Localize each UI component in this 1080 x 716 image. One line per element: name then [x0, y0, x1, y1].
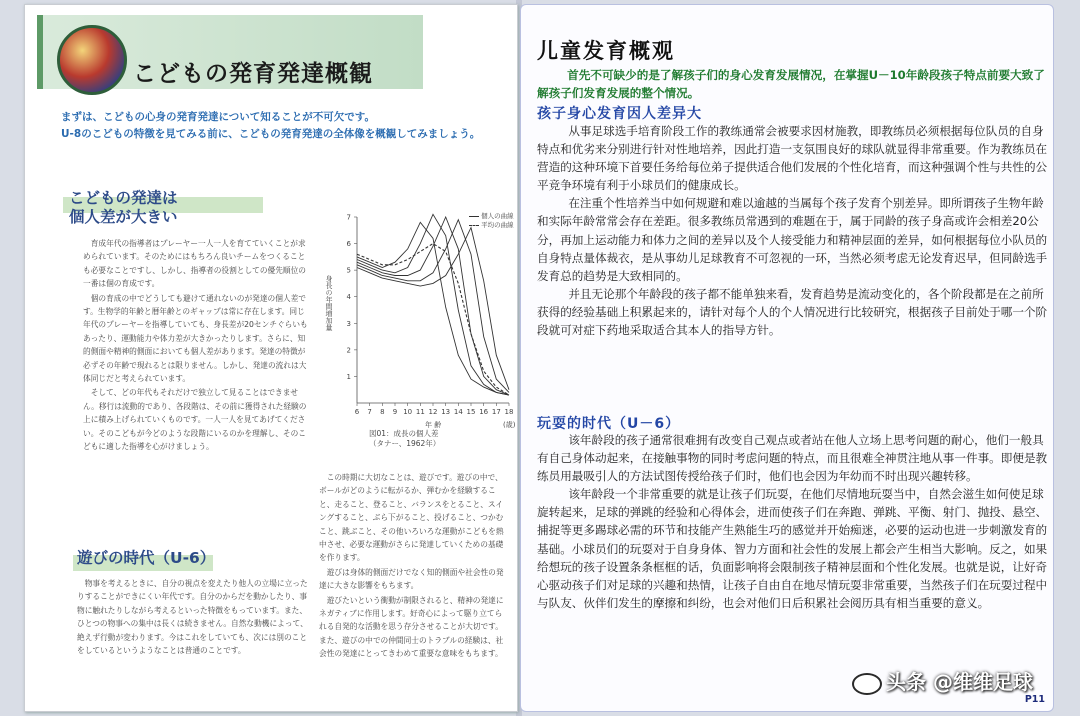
body-section1-cn — [537, 122, 1049, 416]
paragraph: この時期に大切なことは、遊びです。遊びの中で、ボールがどのように転がるか、弾むかを経験すること、走ること、登ること、バランスをとること、スイングすること、ぶら下がること、投げること、つかむこと、跳ぶこと、その他いろいろな運動がこどもを熱中させ、必要な運動がさらに発達していくための基礎を作ります。 — [319, 473, 504, 563]
page-title-cn: 儿童发育概观 — [537, 39, 675, 63]
y-tick-label: 1 — [346, 372, 351, 381]
x-tick-label: 9 — [392, 408, 398, 416]
title-banner — [37, 15, 423, 89]
legend-item: 個人の曲線 — [481, 212, 514, 220]
paragraph: そして、どの年代もそれだけで独立して見ることはできません。移行は流動的であり、各段階は、その前に獲得された経験の上に積み上げられていくものです。一人一人を見てあげてください。そのこどもが今どのような段階にいるのかを理解し、そのこどもに適した指導を心がけましょう。 — [83, 388, 307, 452]
paragraph: 遊びは身体的側面だけでなく知的側面や社会性の発達に大きな影響をもちます。 — [319, 567, 504, 591]
x-axis-unit: (歳) — [503, 421, 516, 429]
chat-bubble-icon — [852, 673, 882, 695]
y-tick-label: 3 — [346, 319, 351, 328]
paragraph: 该年龄段一个非常重要的就是让孩子们玩耍，在他们尽情地玩耍当中，自然会滋生如何使足球旋转起来，足球的弹跳的经验和心得体会，进而使孩子们在奔跑、弹跳、平衡、射门、抛投、悬空、捕捉等更多踢球必需的环节和技能产生熟能生巧的感觉并开始痴迷，必要的运动也进一步刺激发育的基础。小球员们的玩耍对于自身身体、智力方面和社会性的发展上都会产生相当大影响。反之，如果给想玩的孩子设置条条框框的话，负面影响将会限制孩子精神层面和个性化发展。也就是说，让好奇心驱动孩子们对足球的兴趣和热情，让孩子自由自在地尽情玩耍非常重要，当然孩子们在玩耍过程中与队友、伙伴们发生的摩擦和纠纷，也会对他们日后积累社会阅历具有相当重要的意义。 — [537, 487, 1048, 610]
x-tick-label: 13 — [441, 408, 451, 416]
chart-axes — [357, 217, 509, 403]
section2-body-jp — [77, 577, 309, 705]
section3-body-jp — [319, 471, 509, 707]
paragraph: 物事を考えるときに、自分の視点を変えたり他人の立場に立ったりすることができにくい年代です。自分のからだを動かしたり、事物に触れたりしながら考えるといった特徴をもっています。また、ひとつの物事への集中は長くは続きません。自然な動機によって、絶えず行動が変わります。今はこれをしていても、次には別のことをしているというようなことは普通のことです。 — [77, 579, 308, 656]
individual-curve — [357, 228, 509, 390]
section1-title-jp — [69, 189, 178, 227]
lead-text-jp — [61, 109, 513, 143]
x-axis-label: 年 齢 — [425, 421, 442, 429]
section1-title-line: こどもの発達は — [69, 189, 178, 207]
caption-line: 図01：成長の個人差 — [369, 429, 439, 438]
individual-curve — [357, 214, 509, 395]
chart-ticks — [347, 214, 514, 417]
paragraph: 遊びたいという衝動が制限されると、精神の発達にネガティブに作用します。好奇心によって駆り立てられる自発的な活動を思う存分させることが大切です。また、遊びの中での仲間同士のトラブルの経験は、社会性の発達にとってきわめて重要な意味をもちます。 — [319, 595, 504, 659]
caption-line: （タナー、1962年） — [369, 439, 441, 448]
section1-title-line: 個人差が大きい — [69, 208, 178, 226]
paragraph: 从事足球选手培育阶段工作的教练通常会被要求因材施教，即教练员必须根据每位队员的自身特点和优劣来分别进行针对性地培养，因此打造一支氛围良好的球队就显得非常重要。作为教练员在营造的这种环境下首要任务给每位弟子提供适合他们发展的个性化培育，而这种强调个性与共性的公平竞争环境有利于小球员们的健康成长。 — [537, 124, 1048, 193]
page-number: P11 — [1024, 694, 1045, 705]
heading-individual-difference: 孩子身心发育因人差异大 — [537, 106, 702, 122]
paragraph: 该年龄段的孩子通常很难拥有改变自己观点或者站在他人立场上思考问题的耐心，他们一般具有自己身体动起来，在接触事物的同时考虑问题的特点，而且很难全神贯注地从事一件事。即便是教练员用最吸引人的方法试图传授给孩子们时，他们也会因为年幼而不时出现兴趣转移。 — [537, 433, 1048, 484]
left-page — [24, 4, 518, 712]
chart-legend — [469, 211, 514, 229]
y-tick-label: 4 — [346, 293, 351, 302]
watermark — [852, 666, 1033, 695]
x-tick-label: 15 — [466, 408, 476, 416]
y-tick-label: 7 — [346, 213, 351, 222]
y-tick-label: 5 — [346, 266, 351, 275]
x-tick-label: 6 — [354, 408, 360, 416]
y-axis-label: 身長の年間増加量 — [325, 275, 333, 331]
heading-play-era: 玩耍的时代（U－6） — [537, 416, 681, 432]
y-tick-label: 6 — [346, 240, 351, 249]
paragraph: 育成年代の指導者はプレーヤー一人一人を育てていくことが求められています。そのためにはもちろん良いチームをつくることも必要なことですし、しかし、指導者の役割としての優先順位の一番は個の育成です。 — [83, 239, 306, 289]
paragraph: 在注重个性培养当中如何规避和难以逾越的当属每个孩子发育个别差异。即所谓孩子生物年龄和实际年龄常常会存在差距。很多教练员常遇到的难题在于，属于同龄的孩子身高或许会相差20公分，再加上运动能力和体力之间的差异以及个人接受能力和精神层面的差异，如何根据每位小队员的自身特点量体裁衣，是从事幼儿足球教育不可忽视的一环，当然必须考虑无论发育迟早，但同龄选手发育总的趋势是大致相同的。 — [537, 196, 1048, 283]
right-page — [520, 4, 1054, 712]
page-title-jp: こどもの発育発達概観 — [133, 61, 373, 87]
growth-chart — [321, 205, 517, 435]
x-tick-label: 11 — [415, 408, 425, 416]
chart-lines — [357, 214, 509, 395]
section2-title-jp: 遊びの時代（U-6） — [77, 549, 216, 567]
y-tick-label: 2 — [346, 346, 351, 355]
section1-body-jp — [83, 237, 309, 537]
paragraph: 并且无论那个年龄段的孩子都不能单独来看，发育趋势是流动变化的，各个阶段都是在之前所获得的经验基础上积累起来的，请针对每个人的个人情况进行比较研究，根据孩子目前处于哪一个阶段就可对症下药地采取适合其本人的指导方针。 — [537, 286, 1048, 338]
x-tick-label: 12 — [428, 408, 438, 416]
x-tick-label: 7 — [367, 408, 372, 416]
x-tick-label: 17 — [491, 408, 501, 416]
lead-line: まずは、こどもの心身の発育発達について知ることが不可欠です。 — [61, 111, 375, 123]
watermark-text: 头条 @维维足球 — [886, 670, 1033, 694]
lead-line: U-8のこどもの特徴を見てみる前に、こどもの発育発達の全体像を概観してみましょう。 — [61, 128, 481, 140]
paragraph: 個の育成の中でどうしても避けて通れないのが発達の個人差です。生物学的年齢と暦年齢とのギャップは常に存在します。同じ年代のプレーヤーを指導していても、身長差が20センチぐらいもあったり、運動能力や体力差が大きかったりします。さらに、知的側面や精神的側面においても個人差があります。発達の特徴が必ずその年齢で現れるとは限りません。しかし、発達の流れは大体同じだと考えられています。 — [83, 293, 308, 384]
individual-curve — [357, 222, 509, 395]
individual-curve — [357, 217, 509, 395]
players-logo-icon — [57, 25, 127, 95]
legend-item: 平均の曲線 — [481, 221, 514, 229]
chart-caption — [369, 429, 440, 449]
x-tick-label: 16 — [479, 408, 489, 416]
intro-text-cn: 首先不可缺少的是了解孩子们的身心发育发展情况，在掌握U－10年龄段孩子特点前要大致了解孩子们发育发展的整个情况。 — [537, 68, 1045, 100]
x-tick-label: 10 — [403, 408, 413, 416]
x-tick-label: 8 — [380, 408, 385, 416]
x-tick-label: 18 — [504, 408, 514, 416]
x-tick-label: 14 — [453, 408, 463, 416]
